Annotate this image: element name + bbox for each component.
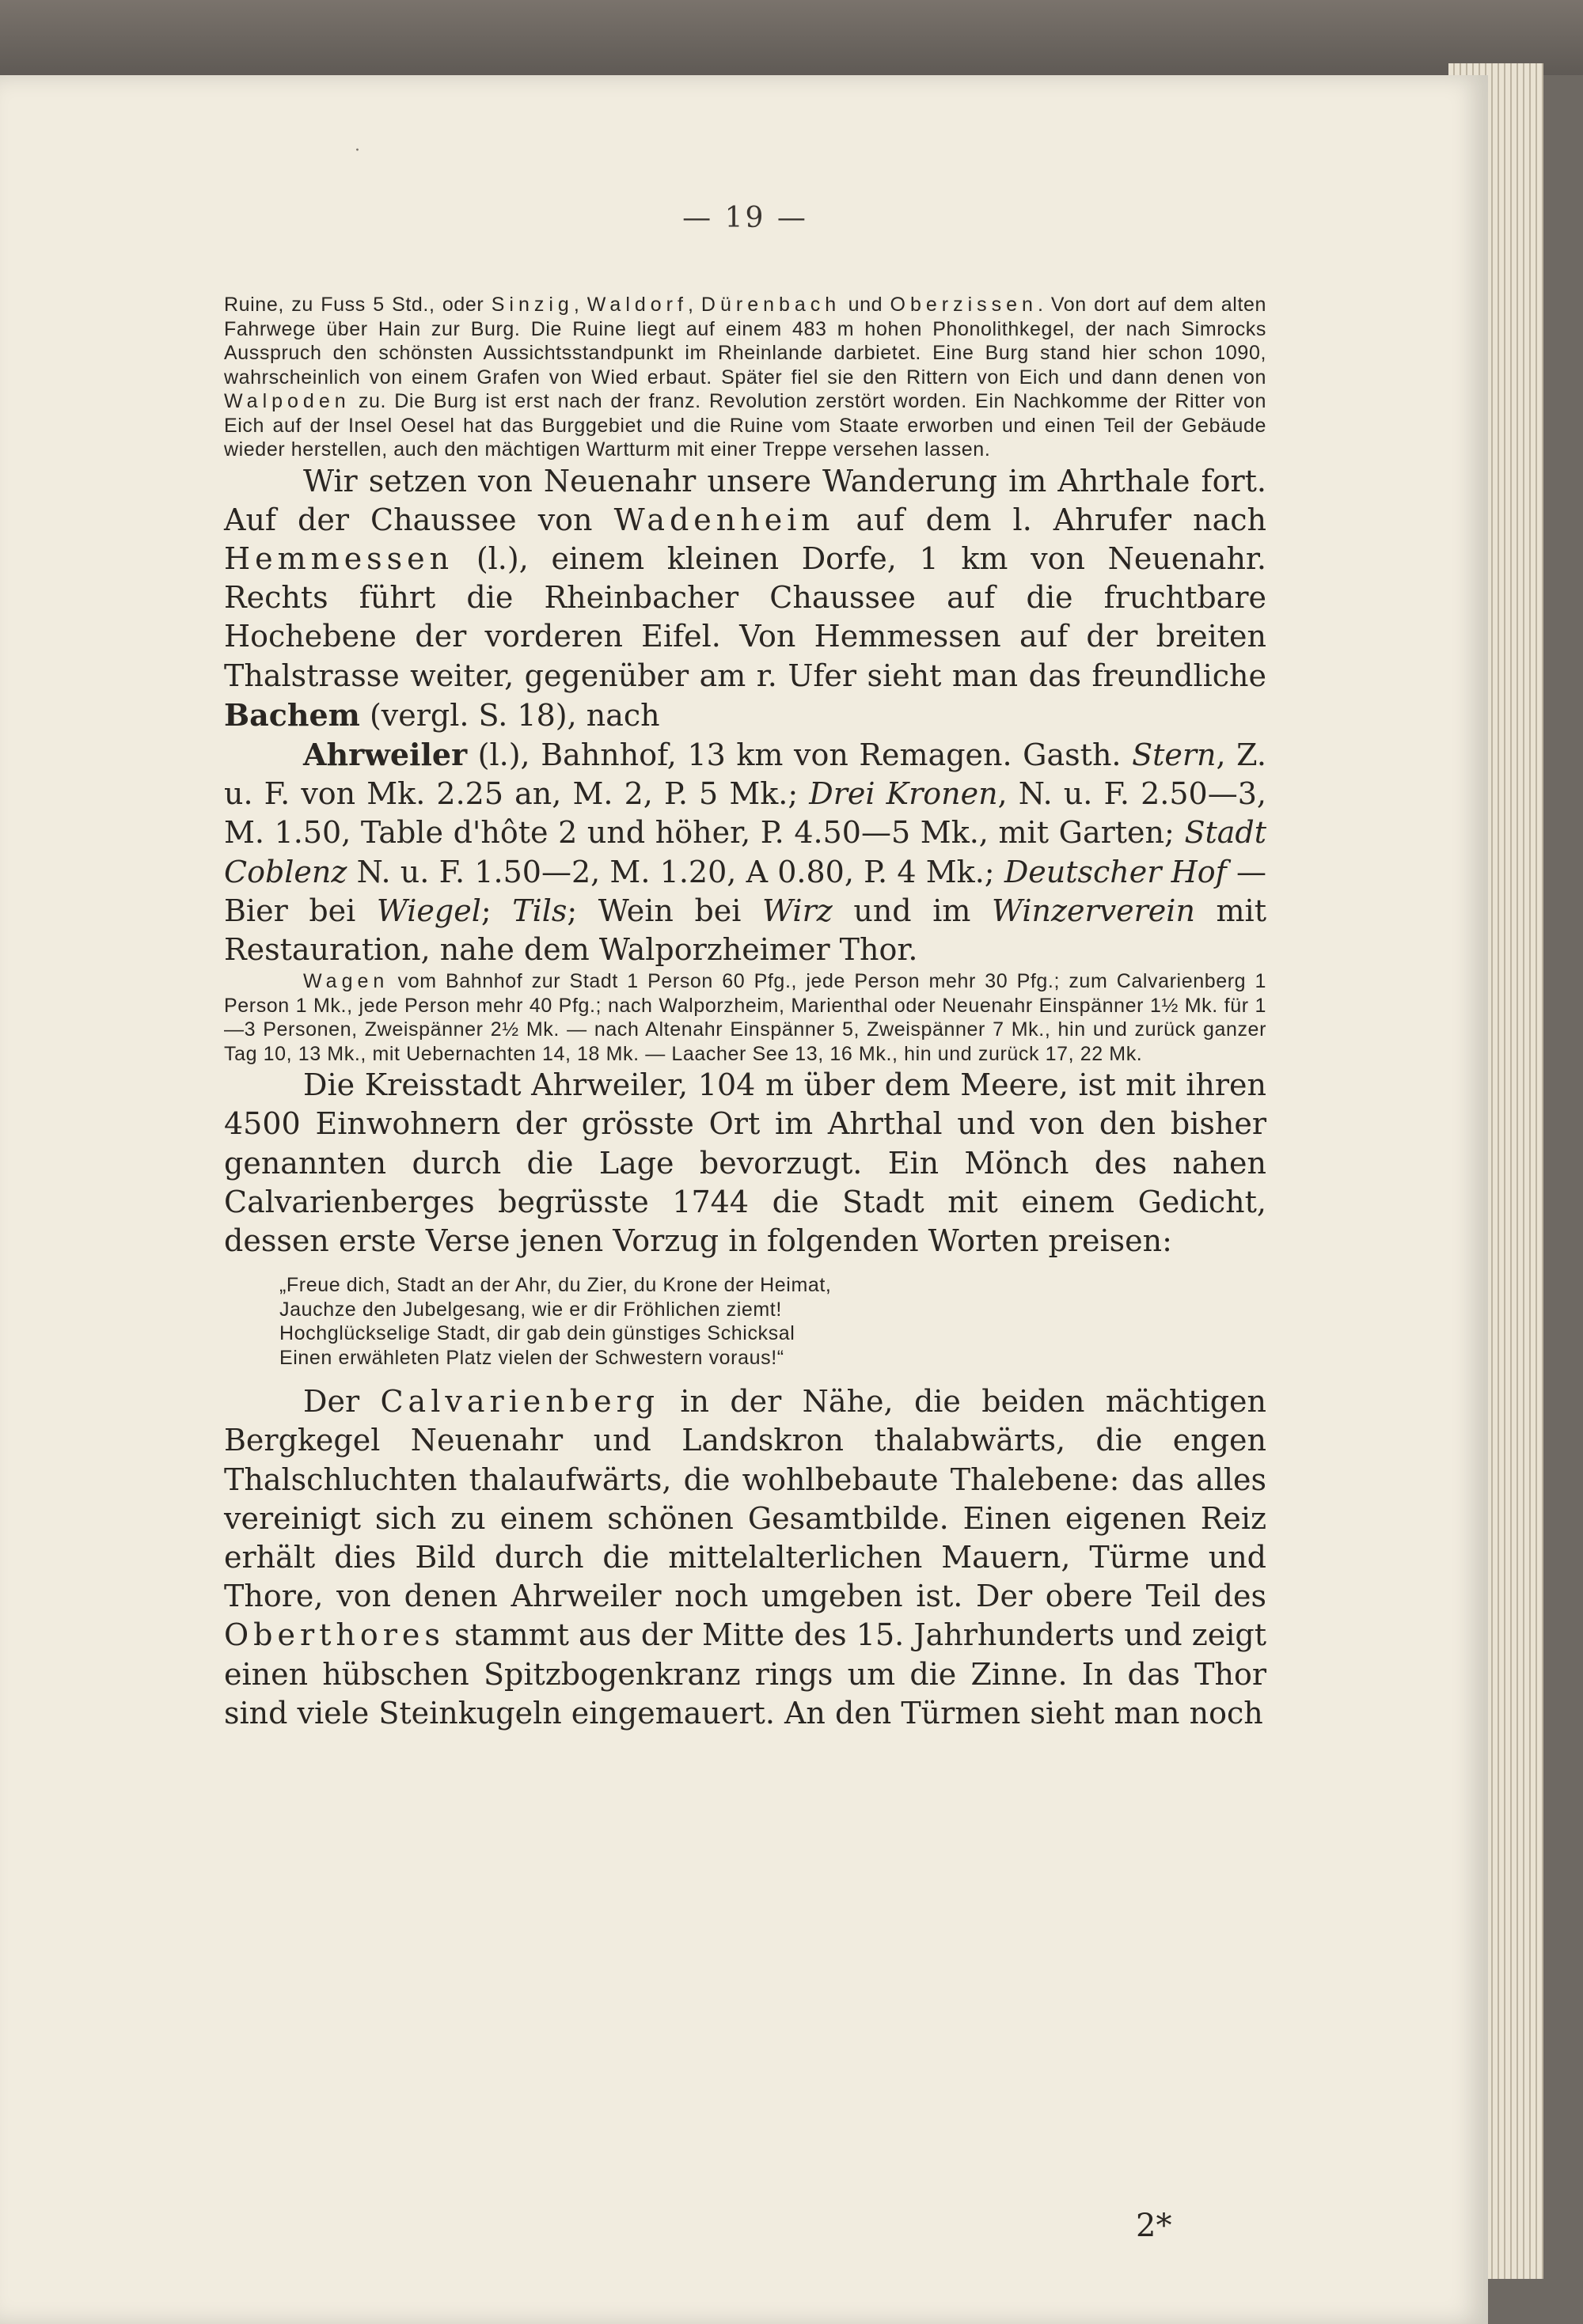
- name-walpoden: Walpoden: [224, 390, 351, 412]
- paragraph-ahrweiler: [224, 735, 1266, 969]
- text-run: in der Nähe, die beiden mächtigen Bergkegel Neuenahr und Landskron thalabwärts, die engen Thalschluchten thalaufwärts, die wohlbebaute Thalebene: das alles vereinigt sich zu einem schönen Gesamtbilde. Einen eigenen Reiz erhält dies Bild durch die mittelalterlichen Mauern, Türme und Thore, von denen Ahrweiler noch umgeben ist. Der obere Teil des: [224, 1384, 1267, 1614]
- text-run: ; Wein bei: [567, 893, 763, 928]
- paragraph-kreisstadt: [224, 1066, 1266, 1261]
- text-run: . Von dort auf dem alten Fahrwege über Hain zur Burg. Die Ruine liegt auf einem 483 m hohen Phonolithkegel, der nach Simrocks Ausspruch den schönsten Aussichtsstandpunkt im Rheinlande darbietet. Eine Burg stand hier schon 1090, wahrscheinlich von einem Grafen von Wied erbaut. Später fiel sie den Rittern von Eich und dann denen von: [224, 294, 1266, 389]
- text-run: ,: [573, 294, 587, 316]
- text-run: , N. u. F. 2.50—3, M. 1.50, Table d'hôte 2 und höher, P. 4.50—5 Mk., mit Garten;: [224, 776, 1266, 851]
- cover-edge: [0, 0, 1583, 75]
- poem-line: Einen erwähleten Platz vielen der Schwestern voraus!“: [279, 1346, 784, 1369]
- text-run: (l.), einem kleinen Dorfe, 1 km von Neuenahr. Rechts führt die Rheinbacher Chaussee auf die fruchtbare Hochebene der vorderen Eifel. Von Hemmessen auf der breiten Thalstrasse weiter, gegenüber am r. Ufer sieht man das freundliche: [224, 540, 1266, 693]
- place-ahrweiler: Ahrweiler: [303, 736, 468, 772]
- place-oberthor: Oberthores: [224, 1617, 445, 1653]
- place-waldorf: Waldorf: [587, 294, 688, 316]
- text-run: (vergl. S. 18), nach: [359, 697, 660, 733]
- text-run: zu. Die Burg ist erst nach der franz. Revolution zerstört worden. Ein Nachkomme der Ritter von Eich auf der Insel Oesel hat das Burggebiet und die Ruine vom Staate erworben und einen Teil der Gebäude wieder herstellen, auch den mächtigen Wartturm mit einer Treppe versehen lassen.: [224, 390, 1266, 461]
- hotel-drei-kronen: Drei Kronen: [809, 776, 998, 812]
- place-hemmessen: Hemmessen: [224, 540, 454, 576]
- text-run: auf dem l. Ahrufer nach: [834, 502, 1266, 537]
- paragraph-wanderung: [224, 462, 1266, 735]
- text-run: ;: [480, 893, 513, 928]
- poem-line: „Freue dich, Stadt an der Ahr, du Zier, du Krone der Heimat,: [279, 1274, 832, 1297]
- text-run: , Z. u. F. von Mk. 2.25 an, M. 2, P. 5 Mk.;: [224, 737, 1266, 812]
- poem-line: Hochglückselige Stadt, dir gab dein günstiges Schicksal: [279, 1322, 795, 1345]
- text-run: Der: [303, 1384, 381, 1420]
- inn-wirz: Wirz: [762, 893, 833, 928]
- paragraph-ruine: [224, 293, 1266, 462]
- text-run: Die Kreisstadt Ahrweiler, 104 m über dem Meere, ist mit ihren 4500 Einwohnern der grösste Ort im Ahrthal und von den bisher genannten durch die Lage bevorzugt. Ein Mönch des nahen Calvarienberges begrüsste 1744 die Stadt mit einem Gedicht, dessen erste Verse jenen Vorzug in folgenden Worten preisen:: [224, 1067, 1266, 1258]
- poem: [279, 1273, 1266, 1370]
- text-run: N. u. F. 1.50—2, M. 1.20, A 0.80, P. 4 Mk.;: [347, 854, 1004, 889]
- place-calvarienberg: Calvarienberg: [380, 1384, 660, 1420]
- text-run: und: [841, 294, 890, 316]
- place-sinzig: Sinzig: [491, 294, 574, 316]
- place-wadenheim: Wadenheim: [613, 502, 835, 537]
- hotel-deutscher-hof: Deutscher Hof: [1004, 854, 1227, 889]
- page-number: — 19 —: [682, 202, 808, 234]
- text-run: vom Bahnhof zur Stadt 1 Person 60 Pfg., jede Person mehr 30 Pfg.; zum Calvarienberg 1 Person 1 Mk., jede Person mehr 40 Pfg.; nach Walporzheim, Marienthal oder Neuenahr Einspänner 1½ Mk. für 1—3 Personen, Zweispänner 2½ Mk. — nach Altenahr Einspänner 5, Zweispänner 7 Mk., hin und zurück ganzer Tag 10, 13 Mk., mit Uebernachten 14, 18 Mk. — Laacher See 13, 16 Mk., hin und zurück 17, 22 Mk.: [224, 970, 1266, 1065]
- paragraph-wagen: [224, 969, 1266, 1066]
- inn-winzerverein: Winzerverein: [992, 893, 1195, 928]
- text-run: mit Restauration, nahe dem Walporzheimer Thor.: [224, 893, 1266, 967]
- poem-line: Jauchze den Jubelgesang, wie er dir Fröhlichen ziemt!: [279, 1298, 782, 1321]
- paragraph-calvarienberg: [224, 1382, 1266, 1733]
- place-oberzissen: Oberzissen: [890, 294, 1038, 316]
- text-run: und im: [832, 893, 992, 928]
- text-run: — Bier bei: [224, 854, 1266, 928]
- page-text: [224, 202, 1266, 1733]
- text-run: stammt aus der Mitte des 15. Jahrhunderts und zeigt einen hübschen Spitzbogenkranz rings um die Zinne. In das Thor sind viele Steinkugeln eingemauert. An den Türmen sieht man noch: [224, 1617, 1266, 1731]
- pencil-mark: ·: [355, 141, 360, 161]
- place-duerenbach: Dürenbach: [700, 294, 841, 316]
- text-run: ,: [687, 294, 701, 316]
- signature-mark: 2*: [1136, 2208, 1172, 2244]
- hotel-stern: Stern: [1132, 737, 1217, 772]
- inn-tils: Tils: [512, 893, 568, 928]
- term-wagen: Wagen: [303, 970, 389, 993]
- text-run: (l.), Bahnhof, 13 km von Remagen. Gasth.: [467, 737, 1133, 772]
- text-run: Wir setzen von Neuenahr unsere Wanderung im Ahrthale fort. Auf der Chaussee von: [224, 463, 1266, 537]
- hotel-stadt-coblenz: Stadt Coblenz: [224, 815, 1266, 889]
- place-bachem: Bachem: [224, 696, 360, 733]
- text-run: Ruine, zu Fuss 5 Std., oder: [224, 294, 492, 316]
- inn-wiegel: Wiegel: [376, 893, 481, 928]
